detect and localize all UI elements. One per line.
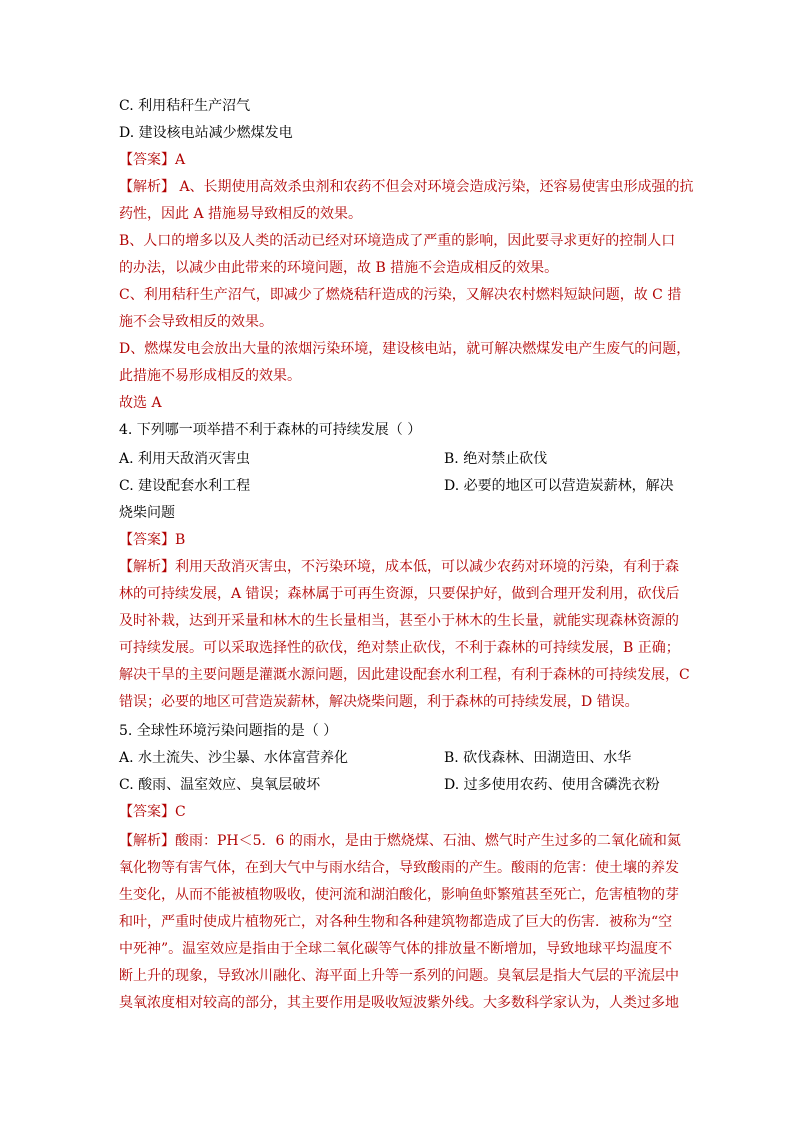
option-c-q4: C. 建设配套水利工程 bbox=[119, 478, 251, 494]
analysis-q3-line-8: 此措施不易形成相反的效果。 bbox=[119, 368, 301, 384]
answer-value: C bbox=[175, 804, 186, 820]
answer-tag: 【答案】 bbox=[119, 804, 175, 820]
analysis-text: A、长期使用高效杀虫剂和农药不但会对环境会造成污染，还容易使害虫形成强的抗 bbox=[175, 179, 694, 195]
analysis-q3-line-3: B、人口的增多以及人类的活动已经对环境造成了严重的影响，因此要寻求更好的控制人口 bbox=[119, 233, 676, 249]
answer-value: A bbox=[175, 152, 186, 168]
analysis-tag: 【解析】 bbox=[119, 179, 175, 195]
analysis-q3-line-4: 的办法，以减少由此带来的环境问题，故 B 措施不会造成相反的效果。 bbox=[119, 260, 559, 276]
analysis-tag: 【解析】 bbox=[119, 833, 175, 849]
option-d-q4: D. 必要的地区可以营造炭薪林，解决 bbox=[444, 478, 674, 494]
analysis-q4-line-1 bbox=[119, 557, 679, 577]
option-a-q4: A. 利用天敌消灭害虫 bbox=[119, 451, 251, 467]
answer-q3 bbox=[119, 150, 185, 170]
analysis-q5-line-7: 臭氧浓度相对较高的部分，其主要作用是吸收短波紫外线。大多数科学家认为，人类过多地 bbox=[119, 995, 679, 1011]
option-b-q5: B. 砍伐森林、田湖造田、水华 bbox=[444, 750, 632, 766]
analysis-q5-line-6: 断上升的现象，导致冰川融化、海平面上升等一系列的问题。臭氧层是指大气层的平流层中 bbox=[119, 968, 679, 984]
option-a-q5: A. 水土流失、沙尘暴、水体富营养化 bbox=[119, 750, 349, 766]
question-5: 5. 全球性环境污染问题指的是（ ） bbox=[119, 723, 338, 739]
analysis-text: 酸雨：PH＜5．6 的雨水，是由于燃烧煤、石油、燃气时产生过多的二氧化硫和氮 bbox=[175, 833, 681, 849]
analysis-q3-line-5: C、利用秸秆生产沼气，即减少了燃烧秸秆造成的污染，又解决农村燃料短缺问题，故 C 措 bbox=[119, 287, 682, 303]
analysis-q5-line-5: 中死神”。温室效应是指由于全球二氧化碳等气体的排放量不断增加，导致地球平均温度不 bbox=[119, 941, 673, 957]
answer-tag: 【答案】 bbox=[119, 532, 175, 548]
analysis-q5-line-4: 和叶，严重时使成片植物死亡，对各种生物和各种建筑物都造成了巨大的伤害．被称为“空 bbox=[119, 914, 673, 930]
option-c-q5: C. 酸雨、温室效应、臭氧层破坏 bbox=[119, 777, 321, 793]
analysis-q3-line-7: D、燃煤发电会放出大量的浓烟污染环境，建设核电站，就可解决燃煤发电产生废气的问题， bbox=[119, 341, 691, 357]
analysis-q4-line-6: 错误；必要的地区可营造炭薪林，解决烧柴问题，利于森林的可持续发展，D 错误。 bbox=[119, 694, 639, 710]
option-d-q5: D. 过多使用农药、使用含磷洗衣粉 bbox=[444, 777, 660, 793]
analysis-q3-conclusion: 故选 A bbox=[119, 395, 162, 411]
analysis-q4-line-3: 及时补栽，达到开采量和林木的生长量相当，甚至小于林木的生长量，就能实现森林资源的 bbox=[119, 613, 679, 629]
analysis-q3-line-2: 药性，因此 A 措施易导致相反的效果。 bbox=[119, 206, 363, 222]
option-d-q3: D. 建设核电站减少燃煤发电 bbox=[119, 125, 293, 141]
analysis-q3-line-6: 施不会导致相反的效果。 bbox=[119, 314, 273, 330]
analysis-q5-line-2: 氧化物等有害气体，在到大气中与雨水结合，导致酸雨的产生。酸雨的危害：使土壤的养发 bbox=[119, 860, 679, 876]
option-c-q3: C. 利用秸秆生产沼气 bbox=[119, 98, 251, 114]
analysis-q4-line-4: 可持续发展。可以采取选择性的砍伐，绝对禁止砍伐，不利于森林的可持续发展，B 正确； bbox=[119, 640, 680, 656]
option-b-q4: B. 绝对禁止砍伐 bbox=[444, 451, 548, 467]
answer-q4 bbox=[119, 530, 185, 550]
analysis-q5-line-3: 生变化，从而不能被植物吸收，使河流和湖泊酸化，影响鱼虾繁殖甚至死亡，危害植物的芽 bbox=[119, 887, 679, 903]
analysis-q4-line-5: 解决干旱的主要问题是灌溉水源问题，因此建设配套水利工程，有利于森林的可持续发展，C bbox=[119, 667, 690, 683]
answer-value: B bbox=[175, 532, 186, 548]
option-d-q4-cont: 烧柴问题 bbox=[119, 505, 175, 521]
analysis-text: 利用天敌消灭害虫，不污染环境，成本低，可以减少农药对环境的污染，有利于森 bbox=[175, 559, 679, 575]
answer-tag: 【答案】 bbox=[119, 152, 175, 168]
analysis-q4-line-2: 林的可持续发展，A 错误；森林属于可再生资源，只要保护好，做到合理开发利用，砍伐后 bbox=[119, 586, 680, 602]
analysis-q3-line-1 bbox=[119, 177, 694, 197]
answer-q5 bbox=[119, 802, 186, 822]
analysis-tag: 【解析】 bbox=[119, 559, 175, 575]
question-4: 4. 下列哪一项举措不利于森林的可持续发展（ ） bbox=[119, 422, 422, 438]
analysis-q5-line-1 bbox=[119, 831, 681, 851]
